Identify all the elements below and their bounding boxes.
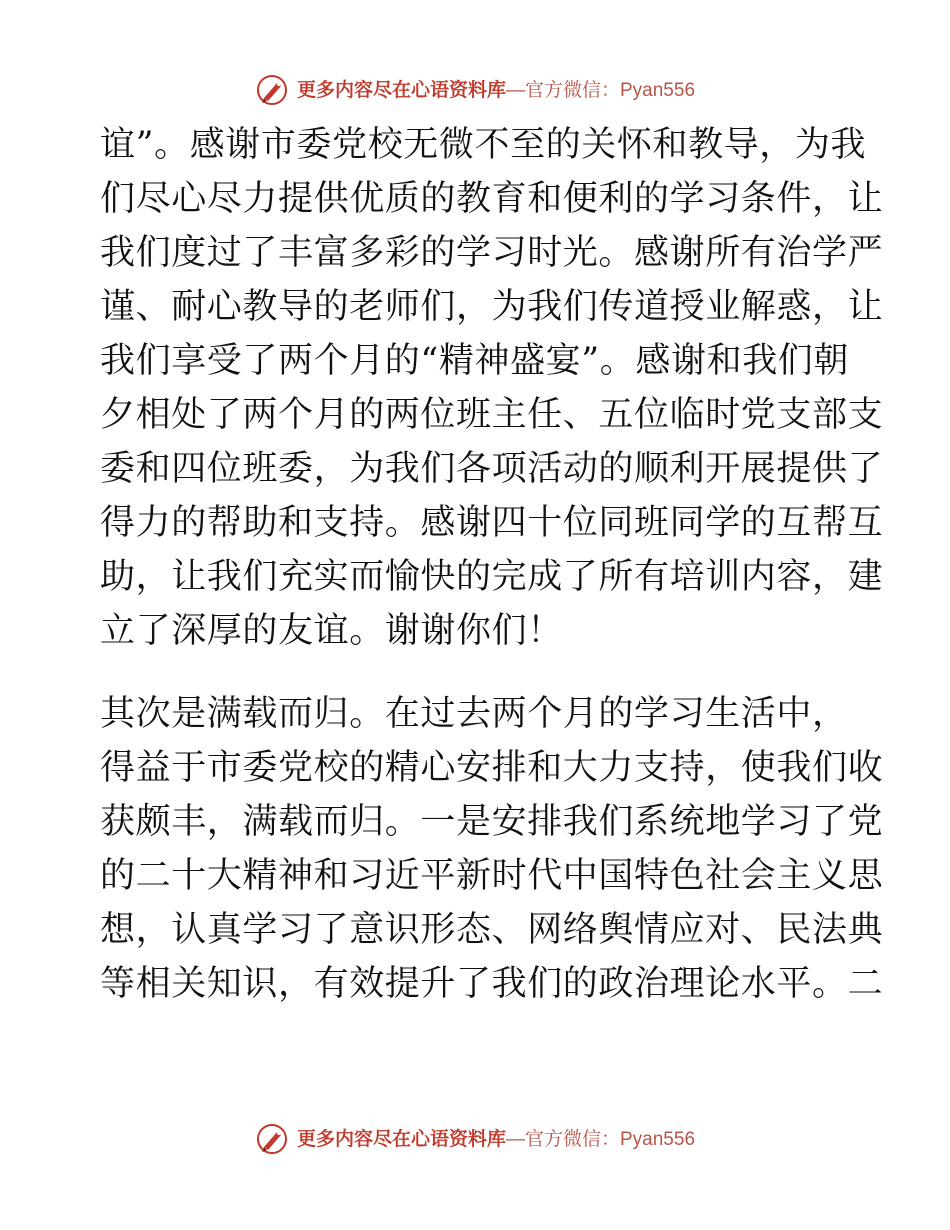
text-line: 得益于市委党校的精心安排和大力支持，使我们收 xyxy=(100,748,884,788)
text-line: 谊”。感谢市委党校无微不至的关怀和教导，为我 xyxy=(100,125,867,165)
text-line: 获颇丰，满载而归。一是安排我们系统地学习了党 xyxy=(100,802,884,842)
banner-site-name: 更多内容尽在心语资料库 xyxy=(296,78,506,101)
banner-text xyxy=(297,73,695,108)
header-banner xyxy=(0,70,950,110)
banner-text xyxy=(297,1122,695,1157)
text-line: 们尽心尽力提供优质的教育和便利的学习条件，让 xyxy=(100,179,884,219)
banner-wechat: —官方微信：Pyan556 xyxy=(506,79,696,101)
text-line: 想，认真学习了意识形态、网络舆情应对、民法典 xyxy=(100,910,884,950)
text-line: 其次是满载而归。在过去两个月的学习生活中， xyxy=(100,694,848,734)
text-line: 等相关知识，有效提升了我们的政治理论水平。二 xyxy=(100,964,884,1004)
text-line: 夕相处了两个月的两位班主任、五位临时党支部支 xyxy=(100,395,884,435)
text-line: 我们度过了丰富多彩的学习时光。感谢所有治学严 xyxy=(100,233,884,273)
text-line: 得力的帮助和支持。感谢四十位同班同学的互帮互 xyxy=(100,503,884,543)
pen-logo-icon xyxy=(255,73,289,107)
pen-logo-icon xyxy=(255,1122,289,1156)
text-line: 我们享受了两个月的“精神盛宴”。感谢和我们朝 xyxy=(100,341,849,381)
banner-wechat: —官方微信：Pyan556 xyxy=(506,1128,696,1150)
text-line: 助，让我们充实而愉快的完成了所有培训内容，建 xyxy=(100,557,884,597)
text-line: 的二十大精神和习近平新时代中国特色社会主义思 xyxy=(100,856,884,896)
banner-site-name: 更多内容尽在心语资料库 xyxy=(296,1127,506,1150)
text-line: 委和四位班委，为我们各项活动的顺利开展提供了 xyxy=(100,449,884,489)
footer-banner xyxy=(0,1119,950,1159)
text-line: 立了深厚的友谊。谢谢你们！ xyxy=(100,611,563,651)
text-line: 谨、耐心教导的老师们，为我们传道授业解惑，让 xyxy=(100,287,884,327)
